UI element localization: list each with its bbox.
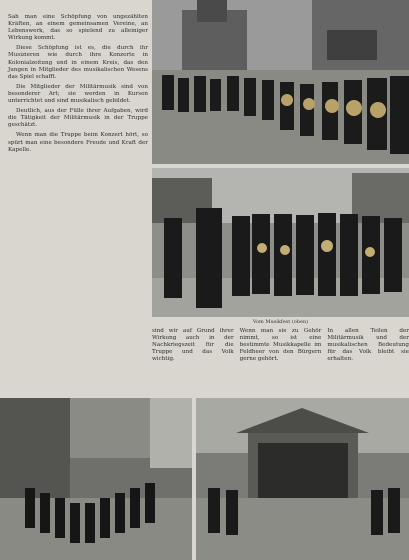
article-paragraph: Deutlich, aus der Fülle ihrer Aufgaben, wird die Tätigkeit der Militärmusik in der Truppe geschätzt. bbox=[8, 108, 148, 129]
article-paragraph: sind wir auf Grund ihrer Wirkung auch in der Nachkriegszeit für die Truppe und das Volk wichtig. bbox=[152, 328, 234, 363]
article-paragraph: Die Mitglieder der Militärmusik sind von besonderer Art; sie werden in Kursen unterrichtet und sind musikalisch gebildet. bbox=[8, 83, 148, 105]
photo-caption: Vom Musikfest (oben) bbox=[252, 319, 309, 325]
article-bottom-text bbox=[152, 328, 409, 394]
marching-band-photo bbox=[152, 0, 409, 164]
military-band-standing-photo bbox=[152, 168, 409, 317]
article-paragraph: Wenn man sie zu Gehör nimmt, so ist eine bestimmte Musikkapelle im Feldheer von den Bürgern gerne gehört. bbox=[239, 328, 322, 363]
bandstand-pavilion-photo bbox=[196, 398, 409, 560]
article-paragraph: In allen Teilen der Militärmusik und der musikalischen Bedeutung für das Volk bleibt sie erhalten. bbox=[327, 328, 409, 363]
article-paragraph: Sah man eine Schöpfung von ungezählten Kräften, an einem gemeinsamen Vereine, an Lebenswerk, das so spielend zu alleiniger Wirkung kommt. bbox=[8, 14, 148, 42]
article-paragraph: Diese Schöpfung ist es, die durch ihr Musizieren wie durch ihre Konzerte in Kolonialzeitung und in einem Kreis, das den Jungen in Mitglieder des musikalischen Wesens das Spiel schafft. bbox=[8, 45, 148, 80]
article-left-column bbox=[8, 14, 148, 376]
parade-street-photo bbox=[0, 398, 192, 560]
article-paragraph: Wenn man die Truppe beim Konzert hört, so spürt man eine besondere Freude und Kraft der Kapelle. bbox=[8, 132, 148, 153]
